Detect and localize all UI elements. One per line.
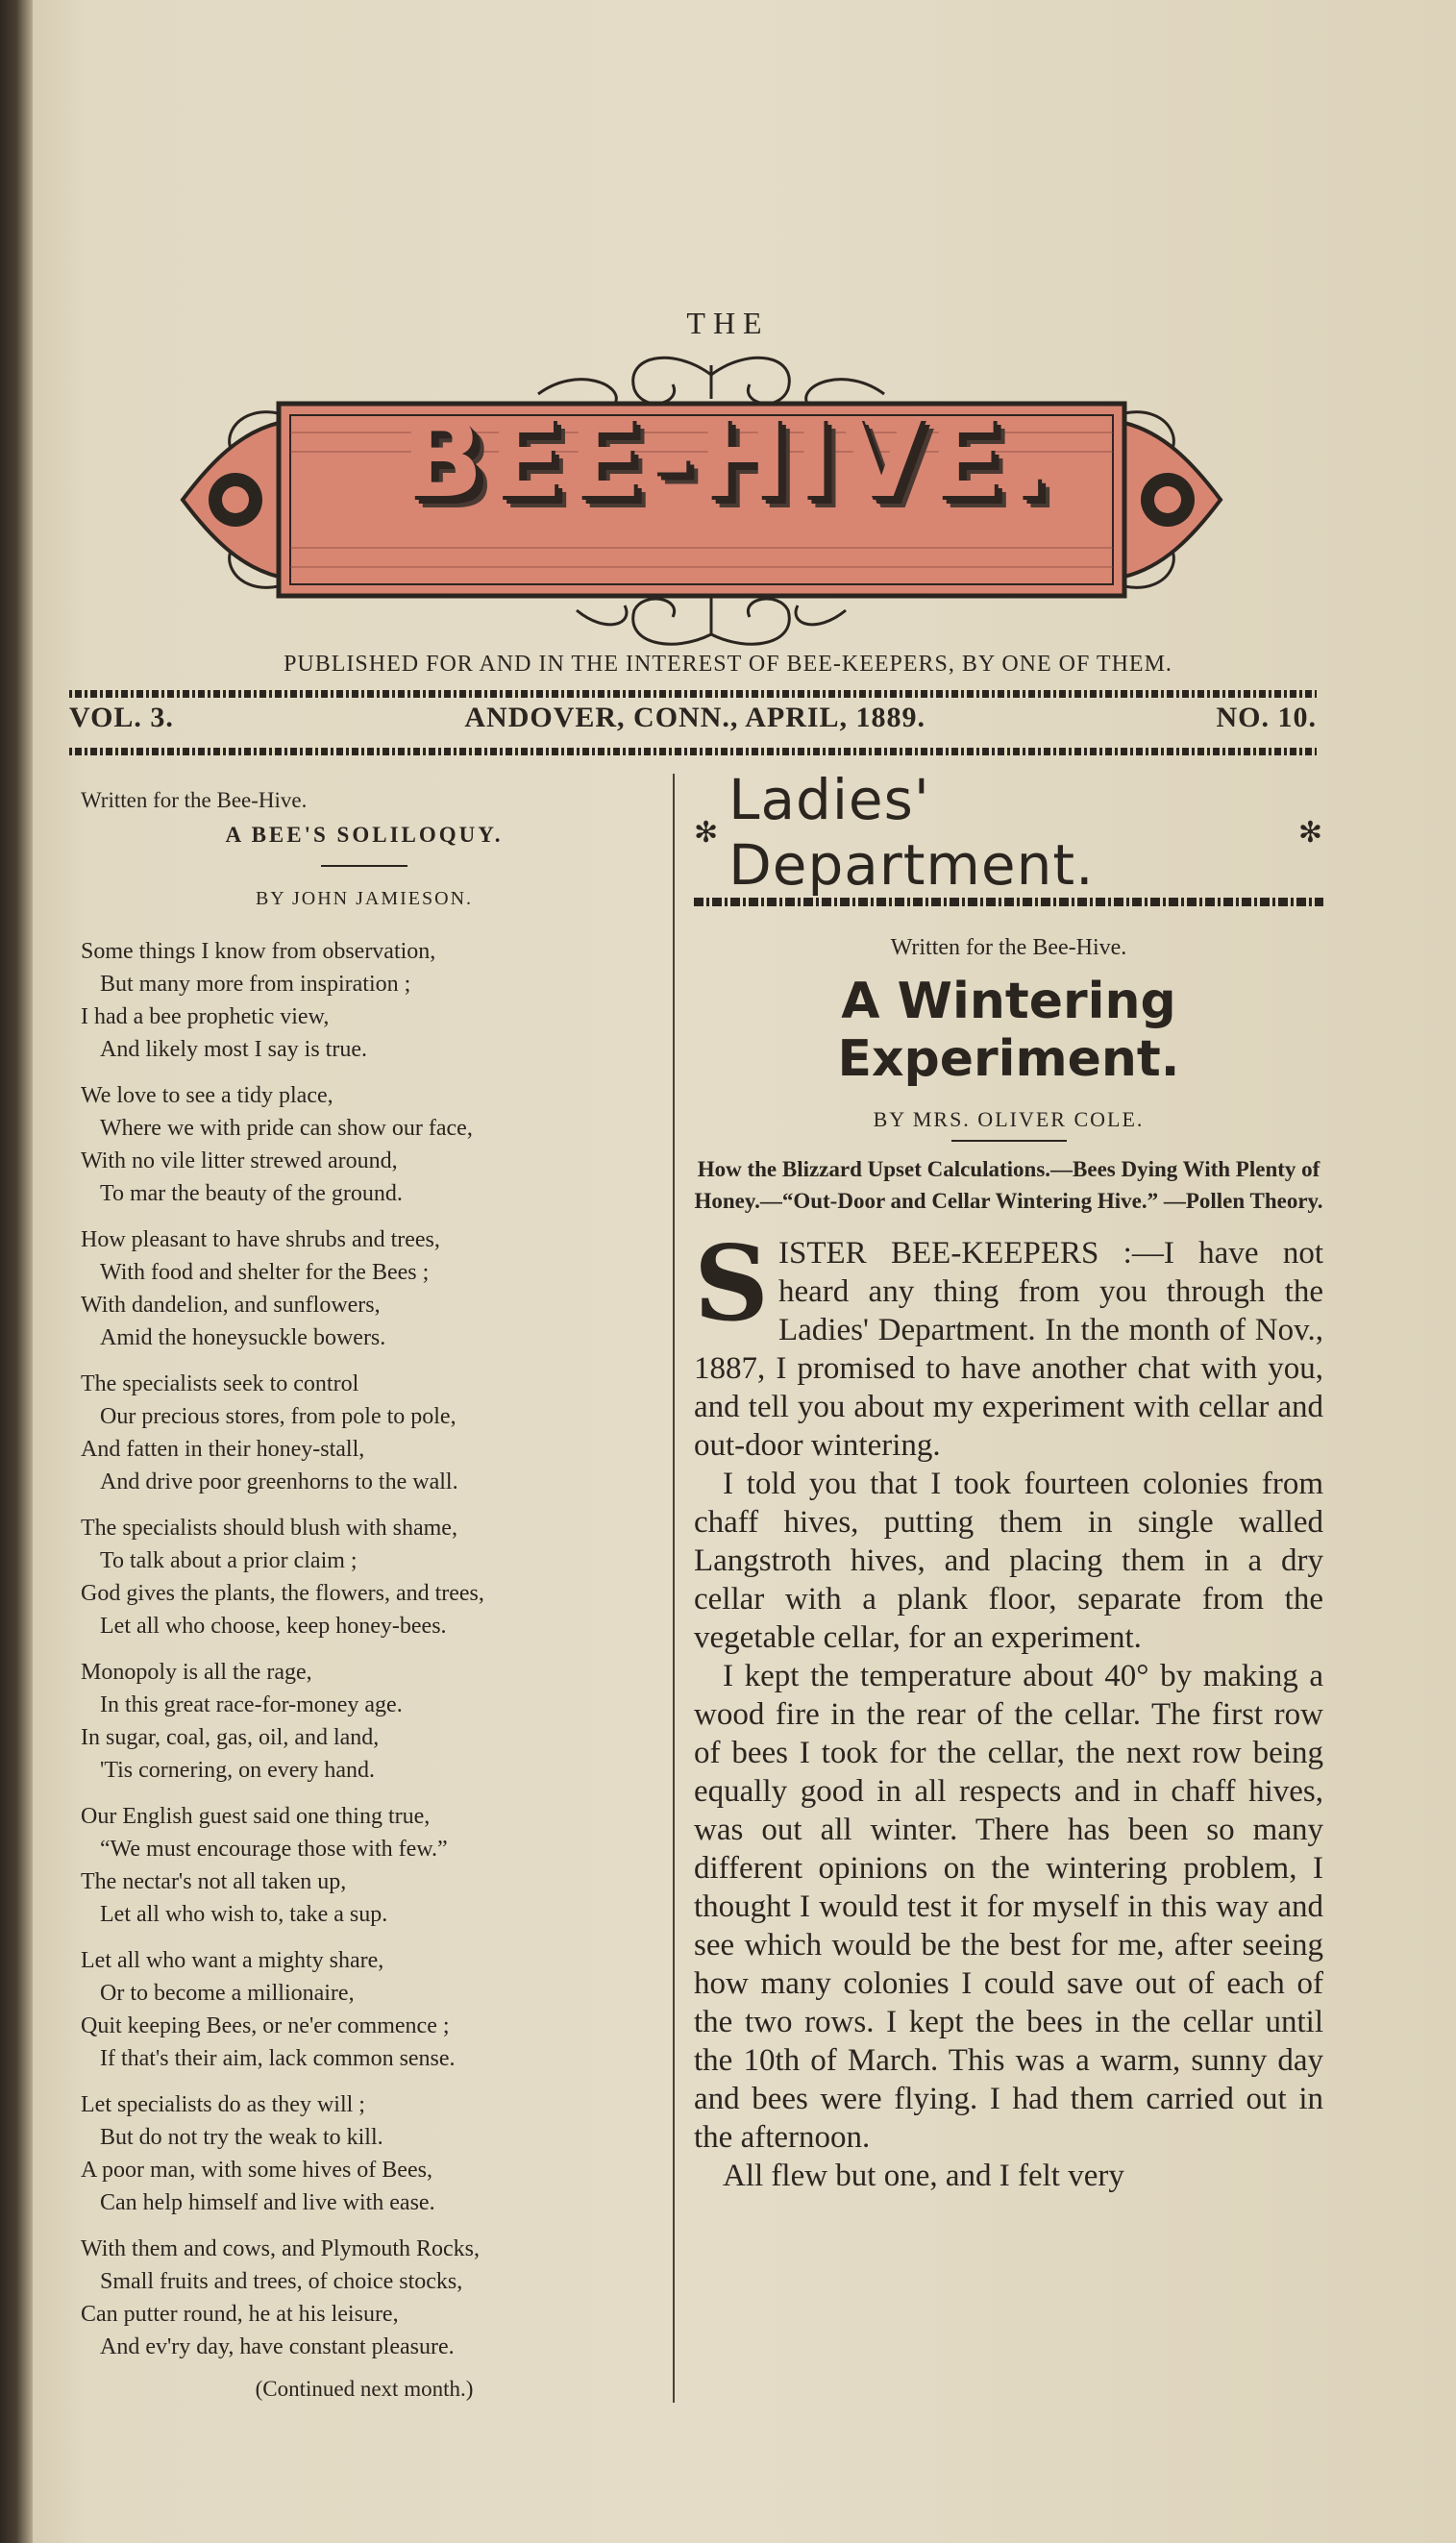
poem-stanza <box>81 1512 648 1642</box>
poem-rule <box>321 865 407 867</box>
poem-line: The specialists seek to control <box>81 1371 359 1396</box>
article-paragraph: All flew but one, and I felt very <box>723 2159 1124 2193</box>
poem-line: We love to see a tidy place, <box>81 1083 333 1108</box>
poem-line: And likely most I say is true. <box>100 1037 367 1062</box>
poem-line: Can help himself and live with ease. <box>100 2190 435 2215</box>
poem-stanzas <box>81 935 648 2363</box>
poem-stanza <box>81 2233 648 2363</box>
poem-stanza <box>81 935 648 1066</box>
poem-line: But do not try the weak to kill. <box>100 2125 383 2150</box>
article-headline: A Wintering Experiment. <box>837 973 1180 1088</box>
asterisk-ornament-icon: ✻ <box>1297 815 1323 850</box>
poem-line: To mar the beauty of the ground. <box>100 1181 403 1206</box>
poem-line: And fatten in their honey-stall, <box>81 1437 365 1462</box>
poem-line: Let specialists do as they will ; <box>81 2092 365 2117</box>
masthead-title: BEE-HIVE. <box>401 397 1055 522</box>
rule-bottom <box>69 748 1317 755</box>
poem-line: A poor man, with some hives of Bees, <box>81 2158 432 2183</box>
poem-line: In sugar, coal, gas, oil, and land, <box>81 1725 380 1750</box>
department-heading <box>694 767 1323 898</box>
poem-line: “We must encourage those with few.” <box>100 1837 448 1862</box>
poem-line: Our English guest said one thing true, <box>81 1804 431 1829</box>
article-paragraph: I kept the temperature about 40° by making a wood fire in the rear of the cellar. The first row of bees I took for the cellar, the next row being equally good in all respects and in chaff hives, was out all winter. There has been so many different opinions on the wintering problem, I thought I would test it for myself in this way and see which would be the best for me, after seeing how many colonies I could save out of each of the two rows. I kept the bees in the cellar until the 10th of March. This was a warm, sunny day and bees were flying. I had them carried out in the afternoon. <box>694 1659 1323 2155</box>
poem-line: Where we with pride can show our face, <box>100 1116 473 1141</box>
poem-line: The nectar's not all taken up, <box>81 1869 347 1894</box>
poem-note: Written for the Bee-Hive. <box>81 788 308 812</box>
rule-top <box>69 690 1317 698</box>
poem-line: With food and shelter for the Bees ; <box>100 1260 430 1285</box>
asterisk-ornament-icon: ✻ <box>694 815 720 850</box>
poem-line: How pleasant to have shrubs and trees, <box>81 1227 440 1252</box>
poem-stanza <box>81 1368 648 1498</box>
poem-line: I had a bee prophetic view, <box>81 1004 330 1029</box>
issue-number: NO. 10. <box>1216 702 1317 733</box>
poem-line: With no vile litter strewed around, <box>81 1148 398 1173</box>
place-date: ANDOVER, CONN., APRIL, 1889. <box>464 702 926 733</box>
poem-line: Our precious stores, from pole to pole, <box>100 1404 457 1429</box>
poem-line: Or to become a millionaire, <box>100 1981 355 2006</box>
volume-number: VOL. 3. <box>69 702 174 733</box>
department-rule <box>694 898 1323 906</box>
poem-line: Monopoly is all the rage, <box>81 1660 312 1685</box>
poem-line: 'Tis cornering, on every hand. <box>100 1758 376 1783</box>
poem-line: And drive poor greenhorns to the wall. <box>100 1469 458 1494</box>
poem-line: The specialists should blush with shame, <box>81 1516 457 1541</box>
poem-stanza <box>81 1944 648 2075</box>
article-rule <box>951 1140 1067 1142</box>
poem-continued: (Continued next month.) <box>255 2377 474 2401</box>
poem-line: Some things I know from observation, <box>81 939 436 964</box>
article-paragraph: I told you that I took fourteen colonies from chaff hives, putting them in single walled Langstroth hives, and placing them in a dry cellar with a plank floor, separate from the vegetable cellar, for an experiment. <box>694 1467 1323 1655</box>
poem-stanza <box>81 2088 648 2219</box>
article-note: Written for the Bee-Hive. <box>890 935 1127 960</box>
poem-line: With dandelion, and sunflowers, <box>81 1293 381 1318</box>
column-divider <box>673 774 675 2403</box>
issue-line <box>69 702 1317 734</box>
book-binding <box>0 0 33 2543</box>
poem-line: God gives the plants, the flowers, and trees, <box>81 1581 484 1606</box>
poem-author: BY JOHN JAMIESON. <box>255 888 474 909</box>
poem-line: Let all who choose, keep honey-bees. <box>100 1614 447 1639</box>
poem-line: If that's their aim, lack common sense. <box>100 2046 456 2071</box>
masthead-tagline: PUBLISHED FOR AND IN THE INTEREST OF BEE-KEEPERS, BY ONE OF THEM. <box>284 652 1172 677</box>
poem-line: Quit keeping Bees, or ne'er commence ; <box>81 2013 450 2038</box>
poem-line: Let all who wish to, take a sup. <box>100 1902 388 1927</box>
article-author: BY MRS. OLIVER COLE. <box>873 1107 1145 1131</box>
article-subhead: How the Blizzard Upset Calculations.—Bees Dying With Plenty of Honey.—“Out-Door and Cellar Wintering Hive.” —Pollen Theory. <box>694 1157 1323 1213</box>
article-body <box>694 1223 1323 2195</box>
poem-title: A BEE'S SOLILOQUY. <box>225 823 504 847</box>
poem-line: Let all who want a mighty share, <box>81 1948 384 1973</box>
department-title: Ladies' Department. <box>728 767 1095 898</box>
poem-line: To talk about a prior claim ; <box>100 1548 358 1573</box>
poem-line: Can putter round, he at his leisure, <box>81 2302 399 2327</box>
poem-line: With them and cows, and Plymouth Rocks, <box>81 2236 480 2261</box>
article-column <box>694 767 1323 2195</box>
poem-stanza <box>81 1800 648 1931</box>
poem-stanza <box>81 1223 648 1354</box>
poem-line: And ev'ry day, have constant pleasure. <box>100 2334 455 2359</box>
poem-line: In this great race-for-money age. <box>100 1692 403 1717</box>
poem-column <box>81 788 648 2402</box>
drop-cap: S <box>694 1223 769 1345</box>
poem-line: Small fruits and trees, of choice stocks, <box>100 2269 463 2294</box>
poem-stanza <box>81 1656 648 1787</box>
poem-line: Amid the honeysuckle bowers. <box>100 1325 386 1350</box>
article-paragraph: SISTER BEE-KEEPERS :—I have not heard any thing from you through the Ladies' Department. In the month of Nov., 1887, I promised to have another chat with you, and tell you about my experiment with cellar and out-door wintering. <box>694 1223 1323 1463</box>
poem-line: But many more from inspiration ; <box>100 972 411 997</box>
masthead-the: THE <box>686 306 770 340</box>
poem-stanza <box>81 1079 648 1210</box>
